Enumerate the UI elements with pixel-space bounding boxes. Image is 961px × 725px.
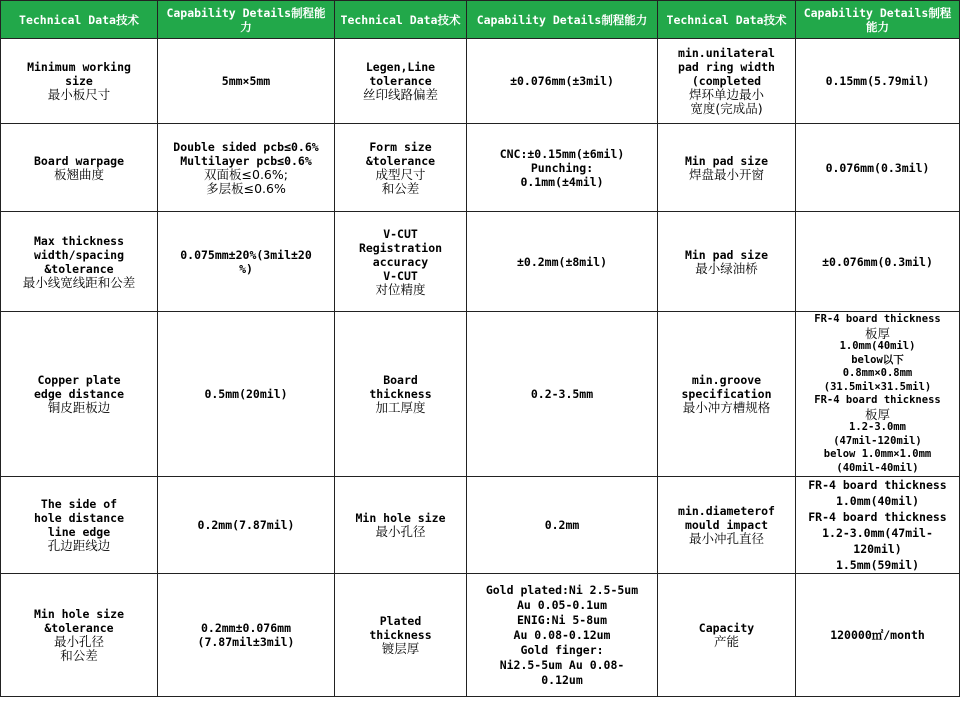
cell-technical-data: min.groove specification 最小冲方槽规格 bbox=[658, 312, 796, 477]
cell-capability: ±0.2mm(±8mil) bbox=[467, 212, 658, 312]
cell-capability: 0.2mm±0.076mm (7.87mil±3mil) bbox=[158, 574, 335, 697]
cell-capability: Gold plated:Ni 2.5-5um Au 0.05-0.1um ENIG:Ni 5-8um Au 0.08-0.12um Gold finger: Ni2.5-5um Au 0.08- 0.12um bbox=[467, 574, 658, 697]
cell-technical-data: Copper plate edge distance 铜皮距板边 bbox=[1, 312, 158, 477]
cell-capability: 0.2mm(7.87mil) bbox=[158, 477, 335, 574]
cell-capability: 0.075mm±20%(3mil±20 %) bbox=[158, 212, 335, 312]
table-row bbox=[1, 312, 960, 477]
cell-capability: Double sided pcb≤0.6% Multilayer pcb≤0.6% 双面板≤0.6%; 多层板≤0.6% bbox=[158, 124, 335, 212]
cell-capability: 0.15mm(5.79mil) bbox=[796, 39, 960, 124]
table-row bbox=[1, 124, 960, 212]
cell-capability: FR-4 board thickness 1.0mm(40mil) FR-4 board thickness 1.2-3.0mm(47mil- 120mil) 1.5mm(59mil) bbox=[796, 477, 960, 574]
cell-technical-data: Max thickness width/spacing &tolerance 最小线宽线距和公差 bbox=[1, 212, 158, 312]
cell-technical-data: Legen,Line tolerance 丝印线路偏差 bbox=[335, 39, 467, 124]
header-technical-data-1: Technical Data技术 bbox=[1, 1, 158, 39]
cell-technical-data: Form size &tolerance 成型尺寸 和公差 bbox=[335, 124, 467, 212]
cell-technical-data: min.unilateral pad ring width (completed 焊环单边最小 宽度(完成品) bbox=[658, 39, 796, 124]
cell-technical-data: Minimum working size 最小板尺寸 bbox=[1, 39, 158, 124]
cell-technical-data: Min hole size 最小孔径 bbox=[335, 477, 467, 574]
header-capability-details-1: Capability Details制程能力 bbox=[158, 1, 335, 39]
cell-technical-data: Min hole size &tolerance 最小孔径 和公差 bbox=[1, 574, 158, 697]
header-technical-data-3: Technical Data技术 bbox=[658, 1, 796, 39]
cell-capability: 0.076mm(0.3mil) bbox=[796, 124, 960, 212]
cell-capability: CNC:±0.15mm(±6mil) Punching: 0.1mm(±4mil) bbox=[467, 124, 658, 212]
cell-capability: ±0.076mm(±3mil) bbox=[467, 39, 658, 124]
table-row bbox=[1, 574, 960, 697]
cell-technical-data: Min pad size 焊盘最小开窗 bbox=[658, 124, 796, 212]
cell-technical-data: V-CUT Registration accuracy V-CUT 对位精度 bbox=[335, 212, 467, 312]
cell-capability: FR-4 board thickness 板厚 1.0mm(40mil) below以下 0.8mm×0.8mm (31.5mil×31.5mil) FR-4 board thickness 板厚 1.2-3.0mm (47mil-120mil) below 1.0mm×1.0mm (40mil-40mil) bbox=[796, 312, 960, 477]
table-row bbox=[1, 39, 960, 124]
cell-technical-data: Capacity 产能 bbox=[658, 574, 796, 697]
cell-technical-data: The side of hole distance line edge 孔边距线边 bbox=[1, 477, 158, 574]
header-capability-details-3: Capability Details制程能力 bbox=[796, 1, 960, 39]
cell-technical-data: Board thickness 加工厚度 bbox=[335, 312, 467, 477]
cell-capability: 0.5mm(20mil) bbox=[158, 312, 335, 477]
table-row bbox=[1, 212, 960, 312]
header-capability-details-2: Capability Details制程能力 bbox=[467, 1, 658, 39]
header-row bbox=[1, 1, 960, 39]
cell-capability: 120000㎡/month bbox=[796, 574, 960, 697]
cell-capability: ±0.076mm(0.3mil) bbox=[796, 212, 960, 312]
table-row bbox=[1, 477, 960, 574]
cell-capability: 0.2mm bbox=[467, 477, 658, 574]
cell-capability: 5mm×5mm bbox=[158, 39, 335, 124]
cell-technical-data: Board warpage 板翘曲度 bbox=[1, 124, 158, 212]
cell-technical-data: Min pad size 最小绿油桥 bbox=[658, 212, 796, 312]
cell-technical-data: min.diameterof mould impact 最小冲孔直径 bbox=[658, 477, 796, 574]
cell-technical-data: Plated thickness 镀层厚 bbox=[335, 574, 467, 697]
cell-capability: 0.2-3.5mm bbox=[467, 312, 658, 477]
header-technical-data-2: Technical Data技术 bbox=[335, 1, 467, 39]
